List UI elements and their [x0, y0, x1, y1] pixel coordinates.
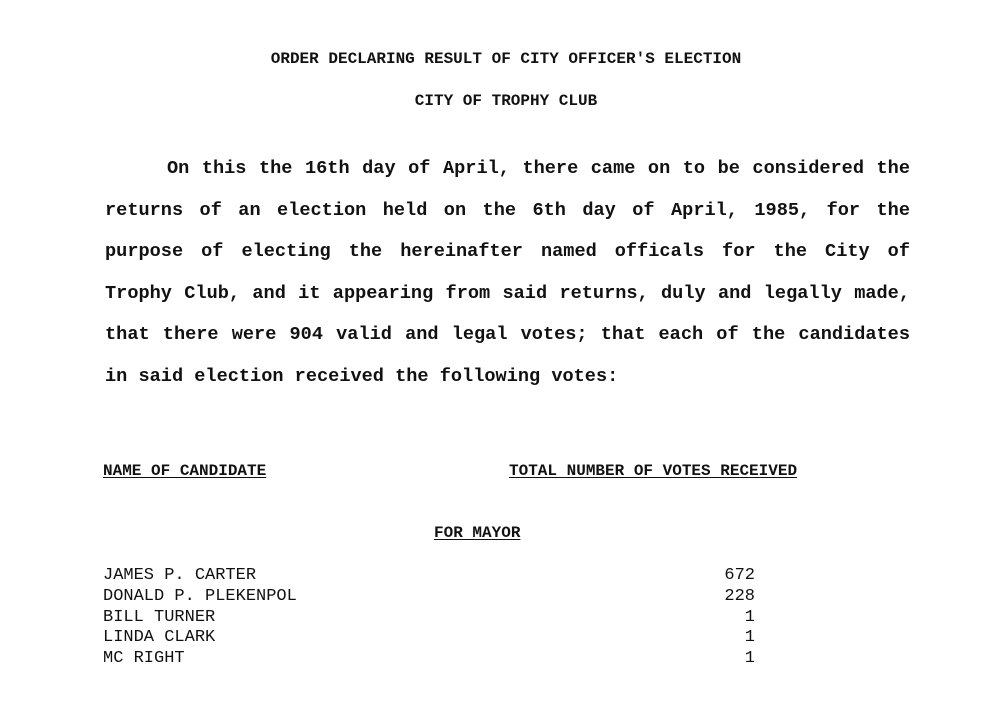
section-heading-mayor: FOR MAYOR: [434, 524, 521, 542]
results-list: [103, 566, 755, 670]
candidate-name: MC RIGHT: [103, 649, 185, 669]
result-row: [103, 587, 755, 608]
candidate-votes: 1: [744, 628, 755, 648]
result-row: [103, 608, 755, 629]
column-header-candidate: NAME OF CANDIDATE: [103, 462, 267, 480]
candidate-name: DONALD P. PLEKENPOL: [103, 586, 297, 606]
document-subtitle: CITY OF TROPHY CLUB: [414, 92, 598, 110]
candidate-votes: 1: [744, 649, 755, 669]
candidate-votes: 228: [724, 586, 755, 606]
candidate-name: BILL TURNER: [103, 607, 216, 627]
result-row: [103, 566, 755, 587]
column-header-votes: TOTAL NUMBER OF VOTES RECEIVED: [509, 462, 798, 480]
result-row: [103, 649, 755, 670]
body-paragraph: On this the 16th day of April, there came on to be considered the returns of an election held on the 6th day of April, 1985, for the purpose of electing the hereinafter named officals for the City of Trophy Club, and it appearing from said returns, duly and legally made, that there were 904 valid and legal votes; that each of the candidates in said election received the following votes:: [105, 158, 910, 387]
candidate-name: LINDA CLARK: [103, 628, 216, 648]
candidate-votes: 672: [724, 566, 755, 585]
body-paragraph-container: [105, 148, 910, 397]
document-title: ORDER DECLARING RESULT OF CITY OFFICER'S ELECTION: [270, 50, 742, 68]
candidate-name: JAMES P. CARTER: [103, 566, 257, 585]
candidate-votes: 1: [744, 607, 755, 627]
result-row: [103, 628, 755, 649]
